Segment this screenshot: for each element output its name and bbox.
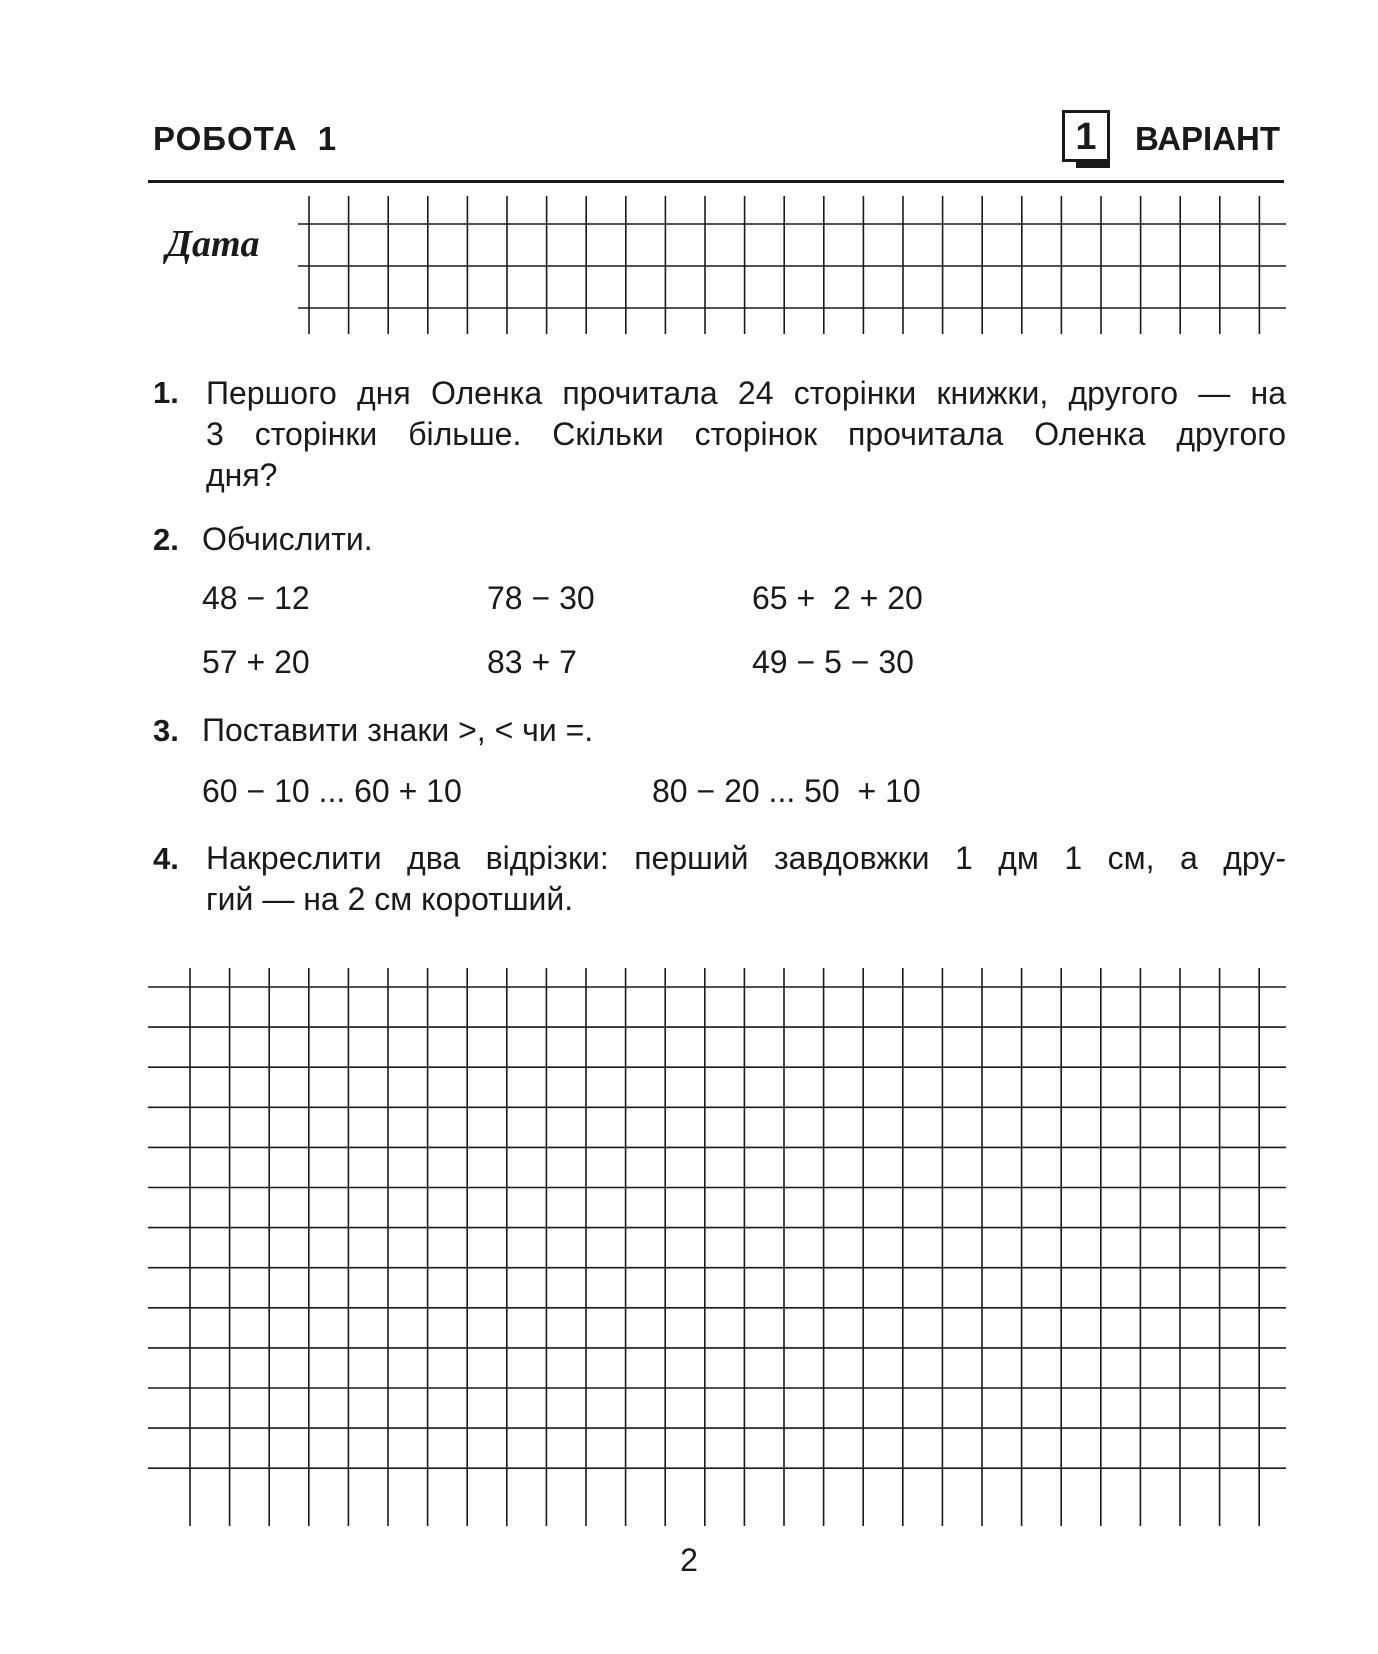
task-2-text: Обчислити. bbox=[202, 521, 373, 557]
work-title: РОБОТА 1 bbox=[153, 120, 338, 157]
task-3-number: 3. bbox=[153, 713, 179, 748]
comparison-3-2: 80 − 20 ... 50 + 10 bbox=[652, 773, 921, 809]
task-1-number: 1. bbox=[153, 375, 179, 410]
date-grid bbox=[298, 196, 1286, 334]
task-4-line-1: Накреслити два відрізки: перший завдовжки 1 дм 1 см, а дру- bbox=[206, 840, 1286, 876]
task-1-line-3: дня? bbox=[206, 457, 278, 493]
task-3-text: Поставити знаки >, < чи =. bbox=[202, 712, 594, 748]
variant-label: ВАРІАНТ bbox=[1135, 120, 1281, 157]
task-4-line-2: гий — на 2 см коротший. bbox=[206, 881, 574, 917]
task-2-number: 2. bbox=[153, 522, 179, 557]
task-1-text bbox=[206, 373, 1286, 496]
comparison-3-1: 60 − 10 ... 60 + 10 bbox=[202, 773, 462, 809]
task-1-line-1: Першого дня Оленка прочитала 24 сторінки книжки, другого — на bbox=[206, 375, 1286, 411]
expression-2-1-3: 65 + 2 + 20 bbox=[752, 580, 923, 616]
expression-2-2-2: 83 + 7 bbox=[487, 644, 577, 680]
task-1-line-2: 3 сторінки більше. Скільки сторінок прочитала Оленка другого bbox=[206, 416, 1286, 452]
task-4-number: 4. bbox=[153, 841, 179, 876]
page-number: 2 bbox=[680, 1542, 698, 1578]
expression-2-1-1: 48 − 12 bbox=[202, 580, 310, 616]
task-4-text bbox=[206, 838, 1286, 920]
expression-2-2-1: 57 + 20 bbox=[202, 644, 310, 680]
date-label: Дата bbox=[166, 223, 260, 265]
expression-2-2-3: 49 − 5 − 30 bbox=[752, 644, 914, 680]
answer-grid bbox=[148, 968, 1286, 1526]
expression-2-1-2: 78 − 30 bbox=[487, 580, 595, 616]
variant-number-box: 1 bbox=[1062, 110, 1110, 162]
